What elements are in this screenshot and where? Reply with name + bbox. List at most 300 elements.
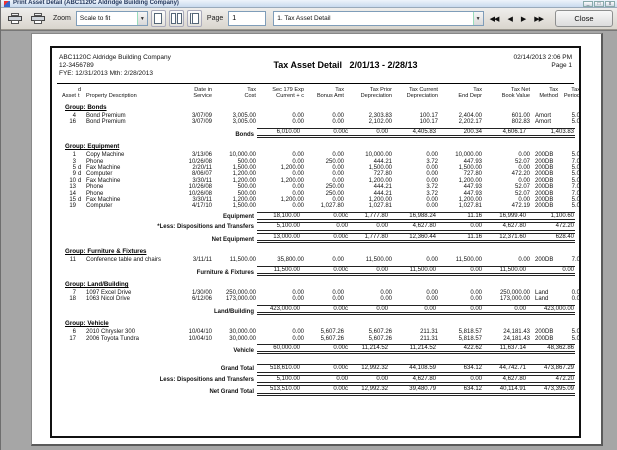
column-header: [85, 87, 177, 99]
cell: 1,027.81: [368, 203, 392, 210]
cell: 200DB: [535, 152, 554, 159]
cell: 250.00: [325, 184, 344, 191]
table-row: [57, 257, 580, 264]
total-value: 12,992.32: [349, 364, 389, 372]
print-icon: [8, 13, 22, 24]
total-value: 200.34: [437, 128, 483, 138]
cell: 0.00: [470, 296, 482, 303]
cell: 200DB: [535, 329, 554, 336]
title-bar: [1, 0, 617, 8]
cell: 10/26/08: [188, 184, 212, 191]
cell: 444.21: [373, 158, 392, 165]
cell: 1,500.00: [368, 165, 392, 172]
total-value: 48,362.86: [527, 344, 575, 354]
column-header: [257, 87, 305, 99]
company-line: ABC1120C Aldridge Building Company: [59, 54, 171, 61]
cell: 250.00: [325, 190, 344, 197]
column-header-line1: d: [78, 87, 82, 93]
cell: 444.21: [373, 190, 392, 197]
cell: 10/04/10: [188, 329, 212, 336]
total-value: 0.00c: [301, 212, 349, 220]
cell: Computer: [86, 171, 113, 178]
cell: 9: [72, 171, 76, 178]
cell: 447.93: [463, 184, 482, 191]
cell: 35,800.00: [277, 257, 304, 264]
cell: 0.00: [518, 165, 530, 172]
cell: 1,500.00: [232, 165, 256, 172]
column-header-line2: Bonus Amt: [316, 93, 344, 99]
cell: Phone: [86, 190, 104, 197]
total-row: [57, 221, 574, 230]
cell: 7.0: [571, 158, 580, 165]
total-label: Vehicle: [233, 347, 254, 354]
cell: 3: [72, 158, 76, 165]
cell: 3/07/09: [191, 113, 212, 119]
column-header-line2: Depreciation: [360, 93, 392, 99]
total-label: Grand Total: [220, 366, 254, 373]
cell: 1,027.81: [458, 203, 482, 210]
cell: 5.0: [571, 197, 580, 204]
total-value: 473,867.29: [527, 364, 575, 372]
cell: 5.0: [571, 113, 580, 119]
report-border: [50, 46, 581, 438]
cell: 5.0: [571, 177, 580, 184]
last-page-button[interactable]: [531, 15, 546, 23]
total-value: 513,510.00: [257, 385, 301, 395]
cell: 3.72: [426, 158, 438, 165]
cell: 200DB: [535, 190, 554, 197]
cell: 52.07: [514, 190, 530, 197]
cell: 0.00: [292, 296, 304, 303]
spacer: [57, 354, 574, 362]
cell: 200DB: [535, 158, 554, 165]
cell: 5.0: [571, 335, 580, 342]
column-header-line2: Service: [193, 93, 212, 99]
total-value: 11,637.14: [483, 344, 527, 354]
cell: 11,500.00: [365, 257, 392, 264]
single-page-view-button[interactable]: [151, 10, 166, 27]
total-value: 0.00c: [301, 266, 349, 276]
cell: 2010 Chrysler 300: [86, 329, 136, 336]
cell: 601.00: [511, 113, 530, 119]
total-value: 0.00c: [301, 364, 349, 372]
column-header: [57, 87, 77, 99]
cell: 0.00: [426, 203, 438, 210]
column-header-line1: Tax: [571, 87, 580, 93]
cell: 0.00: [332, 113, 344, 119]
cell: 10,000.00: [365, 152, 392, 159]
cell: 5.0: [571, 329, 580, 336]
total-label: Land/Building: [214, 308, 254, 315]
cell: 444.21: [373, 184, 392, 191]
cell: 24,181.43: [503, 329, 530, 336]
cell: 2,202.17: [458, 119, 482, 126]
cell: 0.00: [426, 296, 438, 303]
total-label: Net Grand Total: [209, 389, 254, 396]
column-header-line1: Tax: [473, 87, 482, 93]
cell: Computer: [86, 203, 113, 210]
cell: Fax Machine: [86, 197, 121, 204]
total-value: 11,500.00: [257, 266, 301, 276]
total-value: 44,108.59: [389, 364, 437, 372]
total-value: 0.00c: [301, 305, 349, 315]
column-header-line2: Depreciation: [406, 93, 438, 99]
cell: Amort: [535, 113, 552, 119]
cell: 7: [72, 289, 76, 296]
cell: 0.00: [292, 335, 304, 342]
report-period: 2/01/13 - 2/28/13: [349, 60, 418, 70]
total-value: 0.00: [349, 305, 389, 315]
previous-page-icon: ◀: [507, 15, 512, 23]
cell: 30,000.00: [229, 335, 256, 342]
total-value: 11,500.00: [483, 266, 527, 276]
report-selector[interactable]: [273, 11, 483, 26]
total-label: Furniture & Fixtures: [196, 269, 254, 276]
cell: 1,200.00: [280, 165, 304, 172]
column-header-line1: Tax Current: [409, 87, 438, 93]
cell: 5,818.57: [458, 329, 482, 336]
print-button[interactable]: [5, 10, 25, 27]
total-value: 11.16: [437, 212, 483, 220]
cell: 24,181.43: [503, 335, 530, 342]
column-header-line1: Tax Prior: [369, 87, 392, 93]
cell: 0.00: [426, 197, 438, 204]
total-value: 473,395.09: [527, 385, 575, 395]
total-value: 4,606.17: [483, 128, 527, 138]
cell: 173,000.00: [499, 296, 530, 303]
total-label: Bonds: [235, 131, 254, 138]
cell: 0.0: [571, 289, 580, 296]
cell: 3/30/11: [192, 177, 212, 184]
cell: 4/17/10: [191, 203, 212, 210]
cell: 0.00: [426, 177, 438, 184]
cell: 30,000.00: [229, 329, 256, 336]
cell: 5: [72, 165, 76, 172]
total-value: 634.12: [437, 364, 483, 372]
cell: 1,500.00: [458, 165, 482, 172]
cell: 0.00: [292, 184, 304, 191]
cell: 0.00: [292, 158, 304, 165]
column-header: [213, 87, 257, 99]
cell: 0.00: [332, 119, 344, 126]
total-value: 634.12: [437, 385, 483, 395]
cell: 3/07/09: [191, 119, 212, 126]
total-value: 60,000.00: [257, 344, 301, 354]
column-header: [559, 87, 581, 99]
cell: 200DB: [535, 165, 554, 172]
total-value: 0.00: [437, 375, 483, 383]
column-header: [345, 87, 393, 99]
group-label: Group: Equipment: [65, 143, 120, 151]
close-button[interactable]: Close: [555, 10, 613, 27]
cell: 1,500.00: [232, 203, 256, 210]
cell: 0.00: [380, 289, 392, 296]
cell: 10,000.00: [229, 152, 256, 159]
last-page-icon: ▶▶: [534, 15, 543, 23]
table-row: [57, 335, 580, 342]
total-value: 4,627.80: [389, 375, 437, 383]
cell: 500.00: [237, 158, 256, 165]
cell: Land: [535, 289, 549, 296]
cell: 10/26/08: [188, 158, 212, 165]
column-header-line1: Date in: [194, 87, 212, 93]
total-row: [57, 127, 574, 138]
cell: 1,200.00: [232, 197, 256, 204]
total-value: 628.40: [527, 233, 575, 243]
cell: 0.00: [292, 152, 304, 159]
cell: 18: [69, 296, 76, 303]
single-page-icon: [154, 13, 162, 24]
cell: 11: [69, 257, 76, 264]
cell: 7.0: [571, 190, 580, 197]
cell: 0.00: [470, 289, 482, 296]
header-rule: [57, 83, 574, 84]
cell: 1097 Excel Drive: [86, 289, 132, 296]
cell: Phone: [86, 158, 104, 165]
total-value: 40,114.91: [483, 385, 527, 395]
ein-line: 12-3456789: [59, 62, 94, 69]
cell: 0.00: [292, 190, 304, 197]
total-value: 422.62: [437, 344, 483, 354]
total-row: [57, 343, 574, 354]
cell: 2006 Toyota Tundra: [86, 335, 139, 342]
page-number-input[interactable]: [228, 11, 266, 26]
total-label: Equipment: [223, 213, 254, 220]
cell: 2,303.83: [368, 113, 392, 119]
cell: 0.00: [426, 165, 438, 172]
first-page-icon: ◀◀: [489, 15, 499, 23]
total-value: 1,777.80: [349, 212, 389, 220]
cell: 2,404.00: [458, 113, 482, 119]
column-header: [439, 87, 483, 99]
cell: 10/26/08: [188, 190, 212, 197]
window-title: Print Asset Detail (ABC1120C Aldridge Building Company): [13, 0, 179, 6]
cell: 4: [72, 113, 76, 119]
cell: 5,607.26: [368, 329, 392, 336]
cell: d: [78, 177, 82, 184]
total-value: 1,777.80: [349, 233, 389, 243]
cell: 5.0: [571, 165, 580, 172]
first-page-button[interactable]: [487, 15, 502, 23]
column-header: [177, 87, 213, 99]
cell: 8/06/07: [191, 171, 212, 178]
cell: Fax Machine: [86, 165, 121, 172]
cell: 200DB: [535, 171, 554, 178]
cell: 1,200.00: [368, 197, 392, 204]
page-width-view-button[interactable]: [187, 10, 202, 27]
column-header-line1: Tax Net: [511, 87, 530, 93]
total-value: 472.20: [527, 222, 575, 230]
column-header-line2: Current + c: [276, 93, 304, 99]
cell: 1: [72, 152, 76, 159]
cell: 0.00: [332, 289, 344, 296]
cell: 3,005.00: [232, 113, 256, 119]
cell: 7.0: [571, 184, 580, 191]
previous-page-button[interactable]: [504, 15, 514, 23]
cell: 200DB: [535, 177, 554, 184]
column-header: [483, 87, 531, 99]
cell: Fax Machine: [86, 177, 121, 184]
total-value: 6,010.00: [257, 128, 301, 138]
total-row: [57, 304, 574, 315]
total-value: 0.00: [349, 266, 389, 276]
cell: Conference table and chairs: [86, 257, 162, 264]
preview-viewport[interactable]: [1, 30, 617, 450]
total-value: 18,100.00: [257, 212, 301, 220]
total-value: 44,742.71: [483, 364, 527, 372]
zoom-select[interactable]: [76, 11, 148, 26]
cell: Land: [535, 296, 549, 303]
cell: 211.31: [420, 335, 438, 342]
preview-toolbar: [1, 8, 617, 30]
total-value: 11,500.00: [389, 266, 437, 276]
zoom-select-value: Scale to fit: [79, 15, 111, 22]
column-header-line2: t: [78, 93, 80, 99]
cell: 447.93: [463, 158, 482, 165]
cell: 0.00: [332, 296, 344, 303]
total-value: 518,610.00: [257, 364, 301, 372]
cell: d: [78, 165, 82, 172]
cell: 1,200.00: [232, 177, 256, 184]
column-header-line2: End Depr: [458, 93, 482, 99]
cell: 3.72: [426, 184, 438, 191]
cell: 0.00: [426, 257, 438, 264]
total-value: 423,000.00: [527, 305, 575, 315]
cell: 15: [69, 197, 76, 204]
cell: 1063 Nicol Drive: [86, 296, 131, 303]
window-close-button[interactable]: x: [605, 1, 615, 7]
fye-line: FYE: 12/31/2013 Mth: 2/28/2013: [59, 70, 153, 77]
print-setup-button[interactable]: [28, 10, 48, 27]
maximize-button[interactable]: □: [594, 1, 604, 7]
report-title: Tax Asset Detail: [273, 60, 342, 70]
cell: Phone: [86, 184, 104, 191]
total-value: 4,627.80: [389, 222, 437, 230]
column-header-line2: Period: [563, 93, 580, 99]
zoom-label: Zoom: [53, 15, 71, 22]
report-dropdown-icon: ▼: [473, 12, 483, 25]
total-value: 39,480.79: [389, 385, 437, 395]
cell: 100.17: [419, 119, 438, 126]
minimize-button[interactable]: _: [583, 1, 593, 7]
column-header-line1: Sec 179 Exp: [272, 87, 304, 93]
cell: 52.07: [514, 158, 530, 165]
total-value: 0.00: [527, 266, 575, 276]
report-page: [31, 33, 603, 446]
cell: Copy Machine: [86, 152, 125, 159]
cell: 0.00: [292, 171, 304, 178]
total-row: [57, 384, 574, 395]
page-label: Page: [206, 15, 224, 22]
cell: 52.07: [514, 184, 530, 191]
column-header-line2: Property Description: [86, 93, 137, 99]
cell: 0.00: [332, 197, 344, 204]
print-timestamp: 02/14/2013 2:06 PM: [513, 54, 572, 61]
next-page-icon: ▶: [520, 15, 526, 23]
total-value: 0.00c: [301, 385, 349, 395]
group-label: Group: Vehicle: [65, 320, 109, 328]
cell: 5,818.57: [458, 335, 482, 342]
cell: 100.17: [419, 113, 438, 119]
column-header-line2: Book Value: [501, 93, 530, 99]
cell: 500.00: [237, 190, 256, 197]
cell: 3.72: [426, 190, 438, 197]
cell: 1,200.00: [458, 177, 482, 184]
cell: 173,000.00: [225, 296, 256, 303]
column-header: [77, 87, 85, 99]
cell: 3/30/11: [192, 197, 212, 204]
cell: 1,200.00: [280, 197, 304, 204]
column-header-line2: Method: [539, 93, 558, 99]
total-value: 0.00: [389, 305, 437, 315]
cell: 250.00: [325, 158, 344, 165]
cell: 211.31: [420, 329, 438, 336]
cell: 10: [69, 177, 76, 184]
total-value: 11,214.52: [389, 344, 437, 354]
cell: 3/13/06: [191, 152, 212, 159]
cell: 1/30/00: [191, 289, 212, 296]
total-value: 0.00: [349, 375, 389, 383]
total-value: 5,100.00: [257, 375, 301, 383]
cell: 19: [69, 203, 76, 210]
cell: 10,000.00: [455, 152, 482, 159]
cell: d: [78, 171, 82, 178]
cell: 0.00: [518, 197, 530, 204]
cell: 11,500.00: [455, 257, 482, 264]
cell: 200DB: [535, 197, 554, 204]
cell: 2,102.00: [368, 119, 392, 126]
cell: 6/12/06: [191, 296, 212, 303]
cell: 0.00: [292, 113, 304, 119]
column-header: [531, 87, 559, 99]
cell: Bond Premium: [86, 119, 126, 126]
group-label: Group: Land/Building: [65, 280, 129, 288]
total-label: Less: Dispositions and Transfers: [159, 376, 254, 383]
cell: 727.80: [463, 171, 482, 178]
cell: Bond Premium: [86, 113, 126, 119]
cell: 2/20/11: [192, 165, 212, 172]
total-row: [57, 374, 574, 383]
total-value: 4,405.83: [389, 128, 437, 138]
total-row: [57, 363, 574, 372]
cell: 1,200.00: [232, 171, 256, 178]
total-value: 0.00: [301, 222, 349, 230]
cell: 200DB: [535, 203, 554, 210]
column-header-line2: Cost: [244, 93, 256, 99]
cell: 16: [69, 119, 76, 126]
table-row: [57, 203, 580, 210]
total-value: 0.00c: [301, 233, 349, 243]
total-label: *Less: Dispositions and Transfers: [157, 224, 254, 231]
column-header: [305, 87, 345, 99]
next-page-button[interactable]: [518, 15, 528, 23]
cell: 0.00: [380, 296, 392, 303]
total-value: 12,360.44: [389, 233, 437, 243]
cell: 727.80: [373, 171, 392, 178]
column-header-line2: Asset: [62, 93, 76, 99]
two-page-icon: [171, 13, 182, 24]
total-value: 0.00: [301, 375, 349, 383]
column-header-line1: Tax: [335, 87, 344, 93]
cell: 0.00: [426, 152, 438, 159]
total-value: 0.00c: [301, 344, 349, 354]
cell: 472.20: [511, 171, 530, 178]
total-value: 0.00: [437, 266, 483, 276]
cell: 7.0: [571, 257, 580, 264]
total-value: 11,214.52: [349, 344, 389, 354]
cell: 802.83: [511, 119, 530, 126]
two-page-view-button[interactable]: [169, 10, 184, 27]
